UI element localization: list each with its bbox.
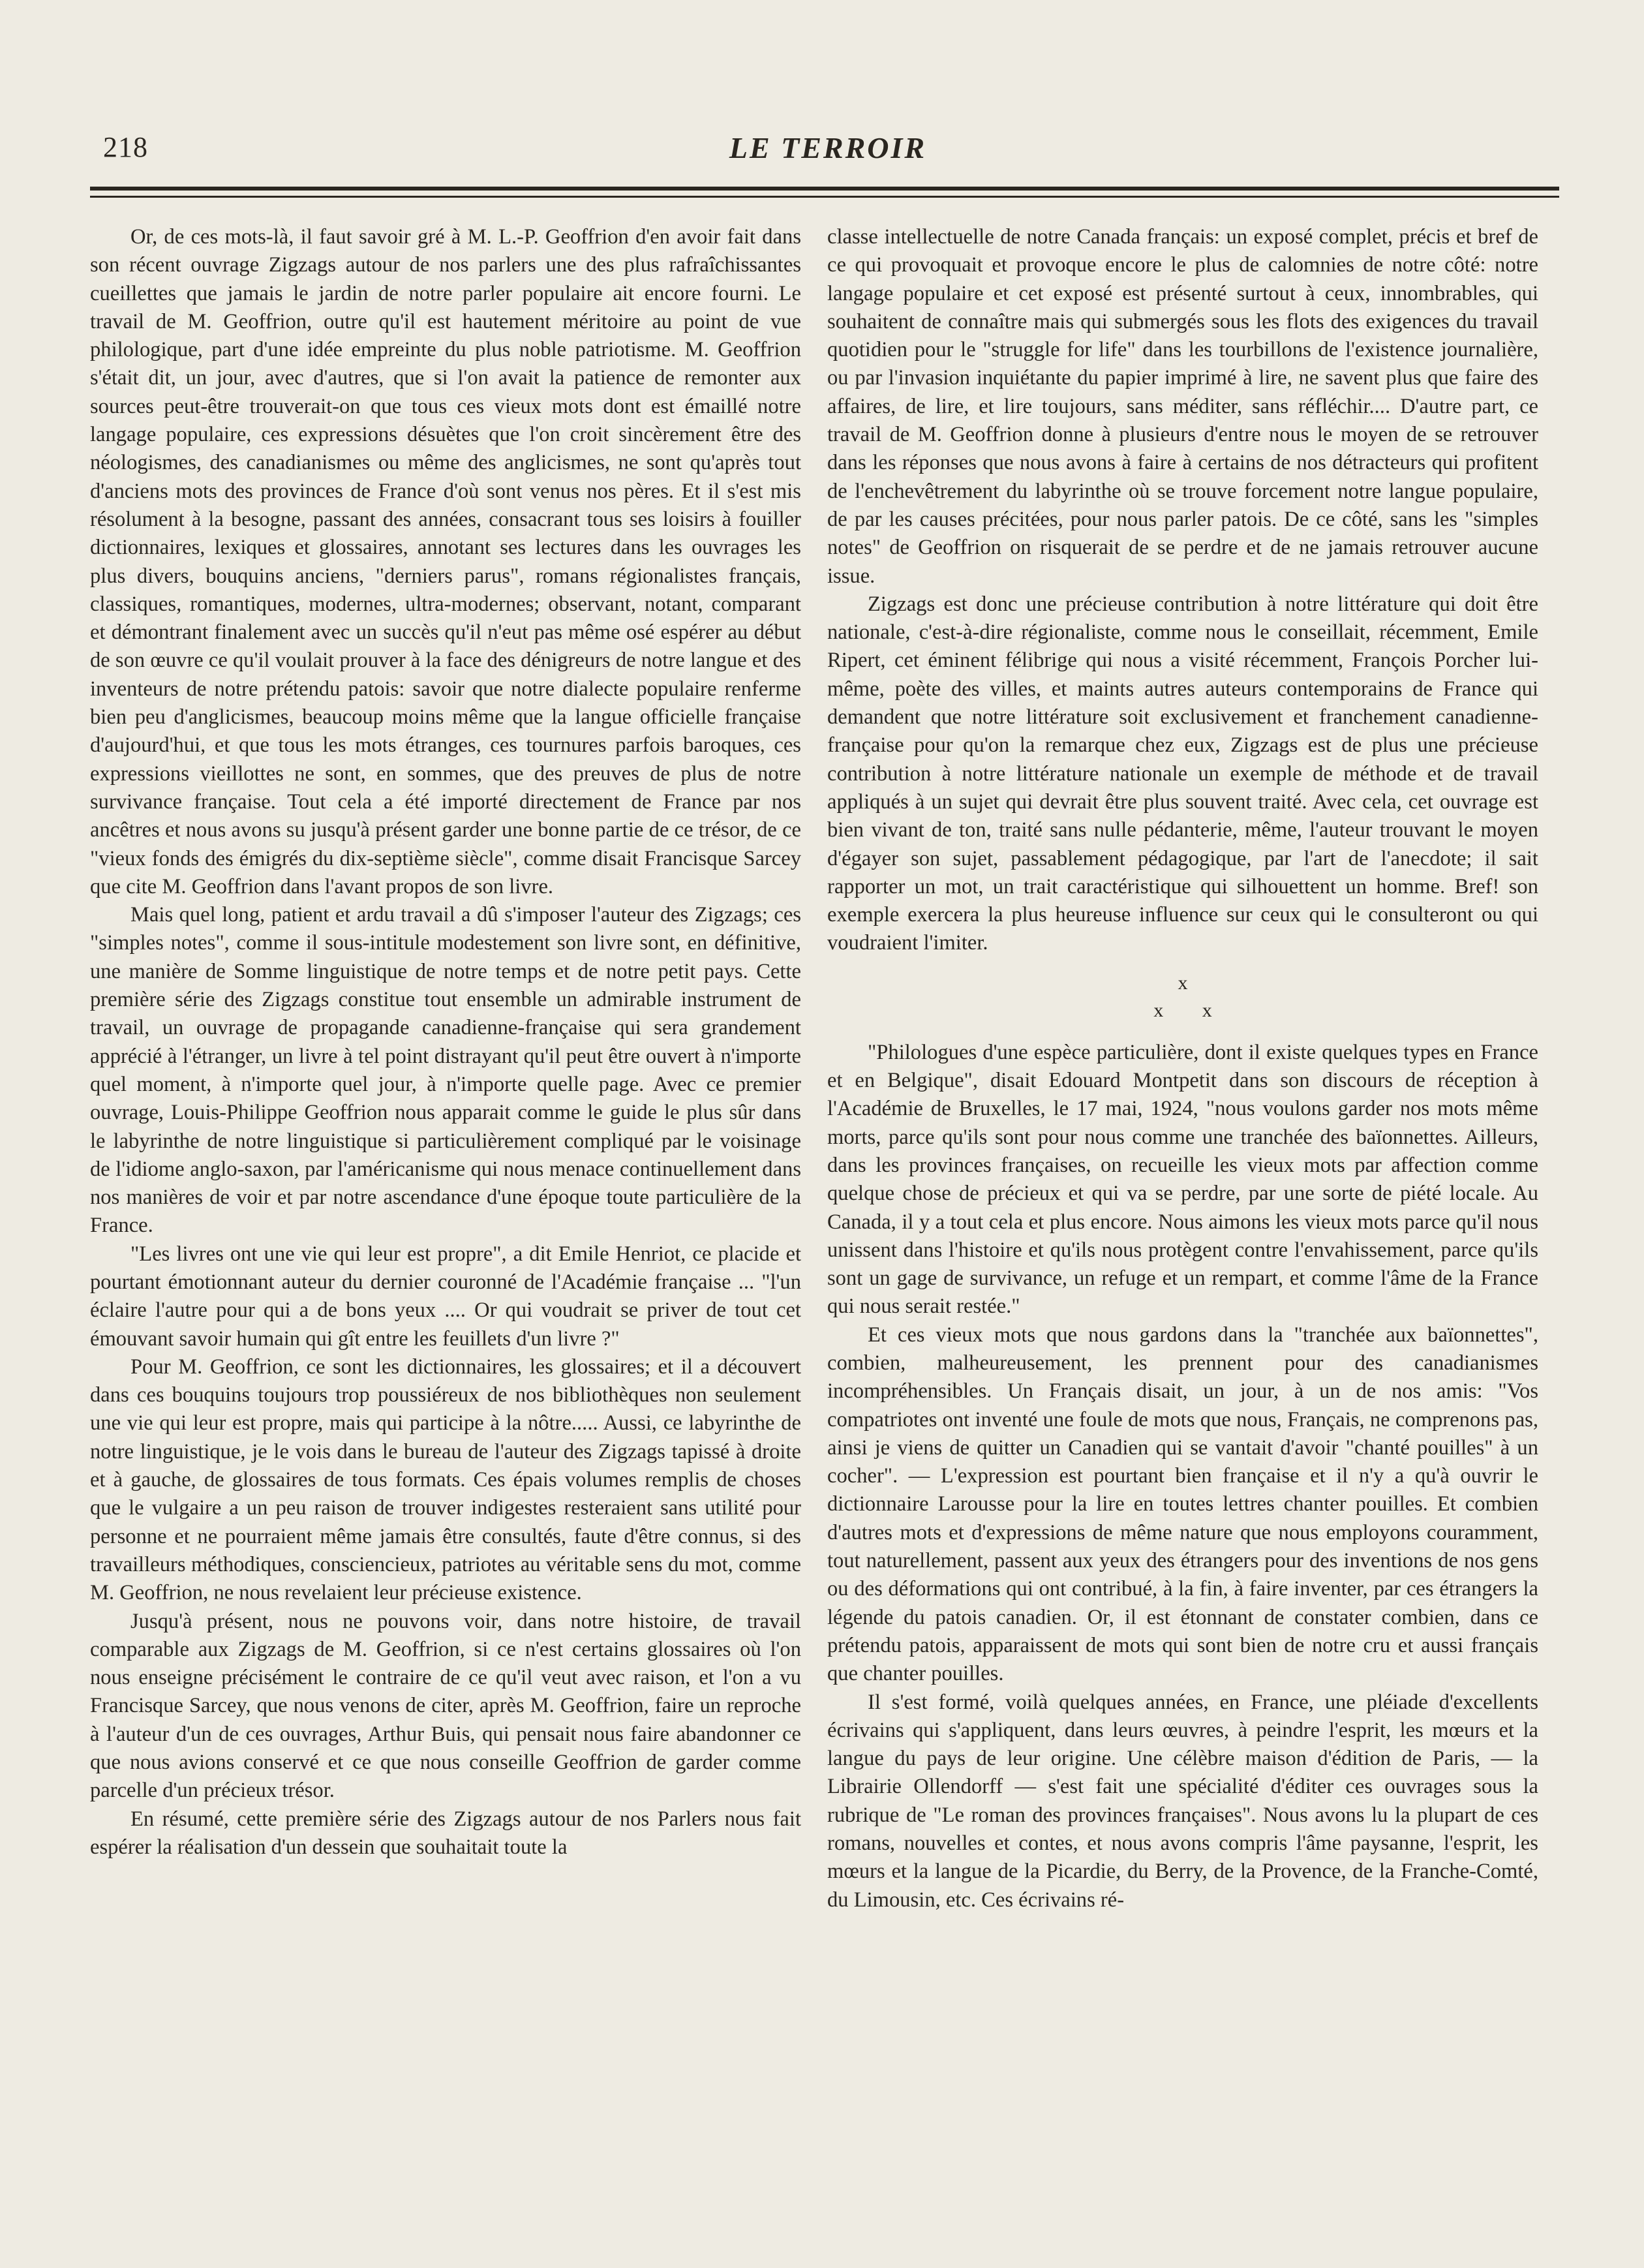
- paragraph: Pour M. Geoffrion, ce sont les dictionnaires, les glossaires; et il a découvert dans ces bouquins toujours trop poussiéreux de nos bibliothèques non seulement une vie qui leur est propre, mais qui participe à la nôtre..... Aussi, ce labyrinthe de notre linguistique, je le vois dans le bureau de l'auteur des Zigzags tapissé à droite et à gauche, de glossaires de tous formats. Ces épais volumes remplis de choses que le vulgaire a un peu raison de trouver indigestes resteraient sans utilité pour personne et ne pourraient même jamais être consultés, faute d'être connus, si des travailleurs méthodiques, consciencieux, patriotes au véritable sens du mot, comme M. Geoffrion, ne nous revelaient leur précieuse existence.: [90, 1355, 801, 1605]
- header-rule-thick: [90, 187, 1559, 191]
- ornament-line-one: x: [1178, 972, 1188, 994]
- ornament-line-two: x x: [1153, 999, 1229, 1021]
- paragraph: Zigzags est donc une précieuse contribution à notre littérature qui doit être nationale, c'est-à-dire régionaliste, comme nous le conseillait, récemment, Emile Ripert, cet éminent félibrige qui nous a visité récemment, François Porcher lui-même, poète des villes, et maints autres auteurs contemporains de France qui demandent que notre littérature soit exclusivement et franchement canadienne-française pour qu'on la remarque chez eux, Zigzags est de plus une précieuse contribution à notre littérature nationale un exemple de méthode et de travail appliqués à un sujet qui devrait être plus souvent traité. Avec cela, cet ouvrage est bien vivant de ton, traité sans nulle pédanterie, même, l'auteur trouvant le moyen d'égayer son sujet, passablement pédagogique, par l'art de l'anecdote; il sait rapporter un mot, un trait caractéristique qui silhouettent un homme. Bref! son exemple exercera la plus heureuse influence sur ceux qui le consulteront ou qui voudraient l'imiter.: [827, 592, 1538, 955]
- section-break-ornament: [827, 970, 1538, 1024]
- page-header: [103, 130, 1553, 176]
- page-number: 218: [103, 131, 148, 163]
- left-column: [90, 223, 801, 1862]
- header-rule-thin: [90, 196, 1559, 198]
- paragraph: Jusqu'à présent, nous ne pouvons voir, dans notre histoire, de travail comparable aux Zigzags de M. Geoffrion, si ce n'est certains glossaires où l'on nous enseigne précisément le contraire de ce qu'il veut avec raison, et l'on a vu Francisque Sarcey, que nous venons de citer, après M. Geoffrion, faire un reproche à l'auteur d'un de ces ouvrages, Arthur Buis, qui pensait nous faire abandonner ce que nous avions conservé et ce que nous conseille Geoffrion de garder comme parcelle d'un précieux trésor.: [90, 1609, 801, 1803]
- right-column: [827, 223, 1538, 1914]
- paragraph: "Les livres ont une vie qui leur est propre", a dit Emile Henriot, ce placide et pourtant émotionnant auteur du dernier couronné de l'Académie française ... "l'un éclaire l'autre pour qui a de bons yeux .... Or qui voudrait se priver de tout cet émouvant savoir humain qui gît entre les feuillets d'un livre ?": [90, 1242, 801, 1351]
- running-title: LE TERROIR: [729, 131, 927, 164]
- paragraph: classe intellectuelle de notre Canada français: un exposé complet, précis et bref de ce qui provoquait et provoque encore le plus de calomnies de notre côté: notre langage populaire et cet exposé est présenté surtout à ceux, innombrables, qui souhaitent de connaître mais qui submergés sous les flots des exigences du travail quotidien pour le "struggle for life" dans les tourbillons de l'existence journalière, ou par l'invasion inquiétante du papier imprimé à lire, ne savent plus que faire des affaires, de lire, et lire toujours, sans méditer, sans réfléchir.... D'autre part, ce travail de M. Geoffrion donne à plusieurs d'entre nous le moyen de se retrouver dans les réponses que nous avons à faire à certains de nos détracteurs qui profitent de l'enchevêtrement du labyrinthe où se trouve forcement notre langue populaire, de par les causes précitées, pour nous parler patois. De ce côté, sans les "simples notes" de Geoffrion on risquerait de se perdre et de ne jamais retrouver aucune issue.: [827, 225, 1538, 588]
- paragraph: Or, de ces mots-là, il faut savoir gré à M. L.-P. Geoffrion d'en avoir fait dans son récent ouvrage Zigzags autour de nos parlers une des plus rafraîchissantes cueillettes que jamais le jardin de notre parler populaire ait encore fourni. Le travail de M. Geoffrion, outre qu'il est hautement méritoire au point de vue philologique, part d'une idée empreinte du plus noble patriotisme. M. Geoffrion s'était dit, un jour, avec d'autres, que si l'on avait la patience de remonter aux sources peut-être trouverait-on que tous ces vieux mots dont est émaillé notre langage populaire, ces expressions désuètes que l'on croit sincèrement être des néologismes, des canadianismes ou même des anglicismes, ne sont qu'après tout d'anciens mots des provinces de France d'où sont venus nos pères. Et il s'est mis résolument à la besogne, passant des années, consacrant tous ses loisirs à fouiller dictionnaires, lexiques et glossaires, annotant ses lectures dans les ouvrages les plus divers, bouquins anciens, "derniers parus", romans régionalistes français, classiques, romantiques, modernes, ultra-modernes; observant, notant, comparant et démontrant finalement avec un succès qu'il n'eut pas même osé espérer au début de son œuvre ce qu'il voulait prouver à la face des dénigreurs de notre langue et des inventeurs de notre prétendu patois: savoir que notre dialecte populaire renferme bien peu d'anglicismes, beaucoup moins même que la langue officielle française d'aujourd'hui, et que tous les mots étranges, ces tournures parfois baroques, ces expressions vieillottes ne sont, en sommes, que des preuves de plus de notre survivance française. Tout cela a été importé directement de France par nos ancêtres et nous avons su jusqu'à présent garder une bonne partie de ce trésor, de ce "vieux fonds des émigrés du dix-septième siècle", comme disait Francisque Sarcey que cite M. Geoffrion dans l'avant propos de son livre.: [90, 225, 801, 898]
- paragraph: Il s'est formé, voilà quelques années, en France, une pléiade d'excellents écrivains qui s'appliquent, dans leurs œuvres, à peindre l'esprit, les mœurs et la langue du pays de leur origine. Une célèbre maison d'édition de Paris, — la Librairie Ollendorff — s'est fait une spécialité d'éditer ces ouvrages sous la rubrique de "Le roman des provinces françaises". Nous avons lu la plupart de ces romans, nouvelles et contes, et nous avons compris l'âme paysanne, l'esprit, les mœurs et la langue de la Picardie, du Berry, de la Provence, de la Franche-Comté, du Limousin, etc. Ces écrivains ré-: [827, 1690, 1538, 1912]
- paragraph: "Philologues d'une espèce particulière, dont il existe quelques types en France et en Belgique", disait Edouard Montpetit dans son discours de réception à l'Académie de Bruxelles, le 17 mai, 1924, "nous voulons garder nos mots même morts, parce qu'ils sont pour nous comme une tranchée des baïonnettes. Ailleurs, dans les provinces françaises, on recueille les vieux mots par affection comme quelque chose de précieux et qui va se perdre, par une sorte de piété locale. Au Canada, il y a tout cela et plus encore. Nous aimons les vieux mots parce qu'il nous unissent dans l'histoire et qu'ils nous protègent contre l'envahissement, parce qu'ils sont un gage de survivance, un refuge et un rempart, et comme l'âme de la France qui nous serait restée.": [827, 1040, 1538, 1319]
- paragraph: Et ces vieux mots que nous gardons dans la "tranchée aux baïonnettes", combien, malheureusement, les prennent pour des canadianismes incompréhensibles. Un Français disait, un jour, à un de nos amis: "Vos compatriotes ont inventé une foule de mots que nous, Français, ne comprenons pas, ainsi je viens de quitter un Canadien qui se vantait d'avoir "chanté pouilles" à un cocher". — L'expression est pourtant bien française et il n'y a qu'à ouvrir le dictionnaire Larousse pour la lire en toutes lettres chanter pouilles. Et combien d'autres mots et d'expressions de même nature que nous employons couramment, tout naturellement, passent aux yeux des étrangers pour des inventions de nos gens ou des déformations qui ont contribué, à la fin, à faire inventer, par ces étrangers la légende du patois canadien. Or, il est étonnant de constater combien, dans ce prétendu patois, apparaissent de mots qui sont bien de notre cru et aussi français que chanter pouilles.: [827, 1323, 1538, 1686]
- paragraph: En résumé, cette première série des Zigzags autour de nos Parlers nous fait espérer la réalisation d'un dessein que souhaitait toute la: [90, 1807, 801, 1859]
- paragraph: Mais quel long, patient et ardu travail a dû s'imposer l'auteur des Zigzags; ces "simples notes", comme il sous-intitule modestement son livre sont, en définitive, une manière de Somme linguistique de notre temps et de notre petit pays. Cette première série des Zigzags constitue tout ensemble un admirable instrument de travail, un ouvrage de propagande canadienne-française qui sera grandement apprécié à l'étranger, un livre à tel point distrayant qu'il peut être ouvert à n'importe quel moment, à n'importe quel jour, à n'importe quelle page. Avec ce premier ouvrage, Louis-Philippe Geoffrion nous apparait comme le guide le plus sûr dans le labyrinthe de notre linguistique si particulièrement compliqué par le voisinage de l'idiome anglo-saxon, par l'américanisme qui nous menace continuellement dans nos manières de voir et par notre ascendance d'une époque toute particulière de la France.: [90, 903, 801, 1238]
